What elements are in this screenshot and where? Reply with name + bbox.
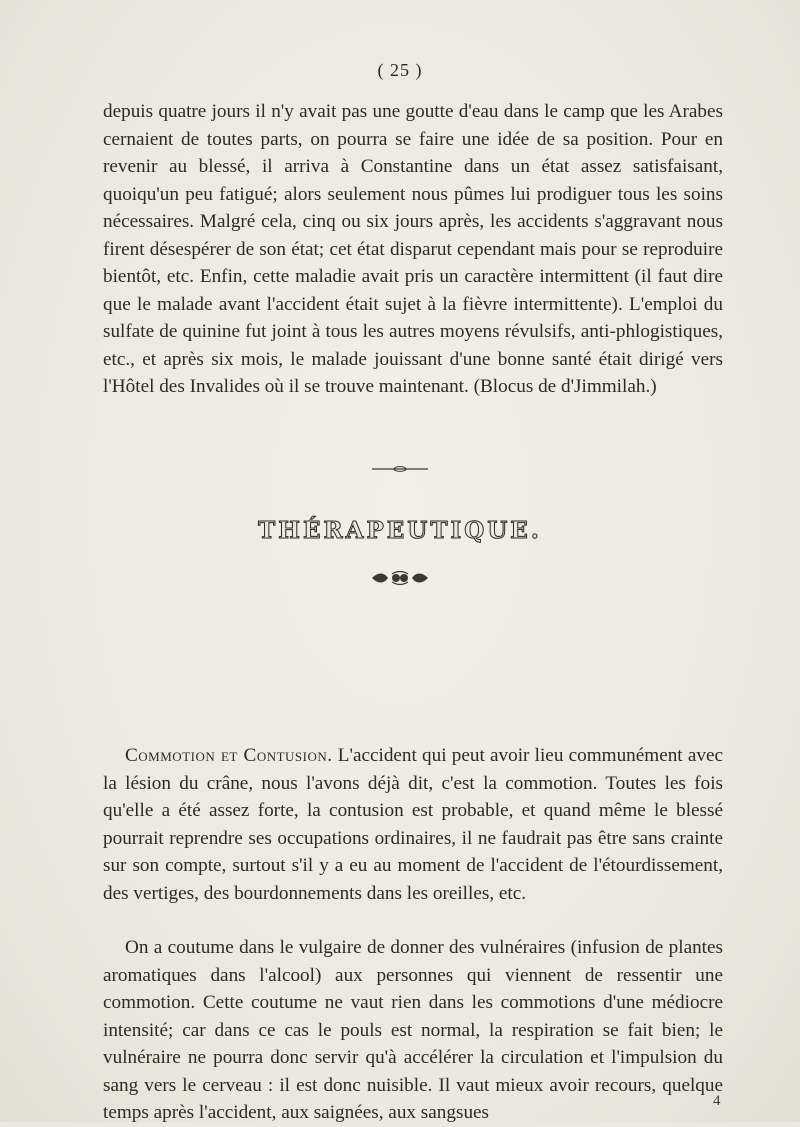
section-heading: THÉRAPEUTIQUE. (258, 517, 542, 544)
paragraph-1: depuis quatre jours il n'y avait pas une goutte d'eau dans le camp que les Arabes cernaient de toutes parts, on pourra se faire une idée de sa position. Pour en revenir au blessé, il arriva à Constantine dans un état assez satisfaisant, quoiqu'un peu fatigué; alors seulement nous pûmes lui prodiguer tous les soins nécessaires. Malgré cela, cinq ou six jours après, les accidents s'aggravant nous firent désespérer de son état; cet état disparut cependant mais pour se reproduire bientôt, etc. Enfin, cette maladie avait pris un caractère intermittent (il faut dire que le malade avant l'accident était sujet à la fièvre intermittente). L'emploi du sulfate de quinine fut joint à tous les autres moyens révulsifs, anti-phlogistiques, etc., et après six mois, le malade jouissant d'une bonne santé était dirigé vers l'Hôtel des Invalides où il se trouve maintenant. (Blocus de d'Jimmilah.) (103, 101, 723, 397)
page-number: ( 25 ) (377, 60, 423, 80)
paragraph-2-body: L'accident qui peut avoir lieu communément avec la lésion du crâne, nous l'avons déjà dit, c'est la commotion. Toutes les fois qu'elle a été assez forte, la contusion est probable, et quand même le blessé pourrait reprendre ses occupations ordinaires, il ne faudrait pas être sans crainte sur son compte, surtout s'il y a eu au moment de l'accident de l'étourdissement, des vertiges, des bourdonnements dans les oreilles, etc. (103, 745, 723, 904)
paragraph-2 (103, 742, 723, 907)
decorative-rule (370, 466, 430, 472)
paragraph-3: On a coutume dans le vulgaire de donner des vulnéraires (infusion de plantes aromatiques dans l'alcool) aux personnes qui viennent de ressentir une commotion. Cette coutume ne vaut rien dans les commotions d'une médiocre intensité; car dans ce cas le pouls est normal, la respiration se fait bien; le vulnéraire ne pourra donc servir qu'à accélérer la circulation et l'impulsion du sang vers le cerveau : il est donc nuisible. Il vaut mieux avoir recours, quelque temps après l'accident, aux saignées, aux sangsues (103, 937, 723, 1123)
ornament-divider (368, 570, 432, 586)
paragraph-2-lead: Commotion et Contusion. (125, 745, 333, 766)
signature-mark: 4 (713, 1093, 721, 1109)
